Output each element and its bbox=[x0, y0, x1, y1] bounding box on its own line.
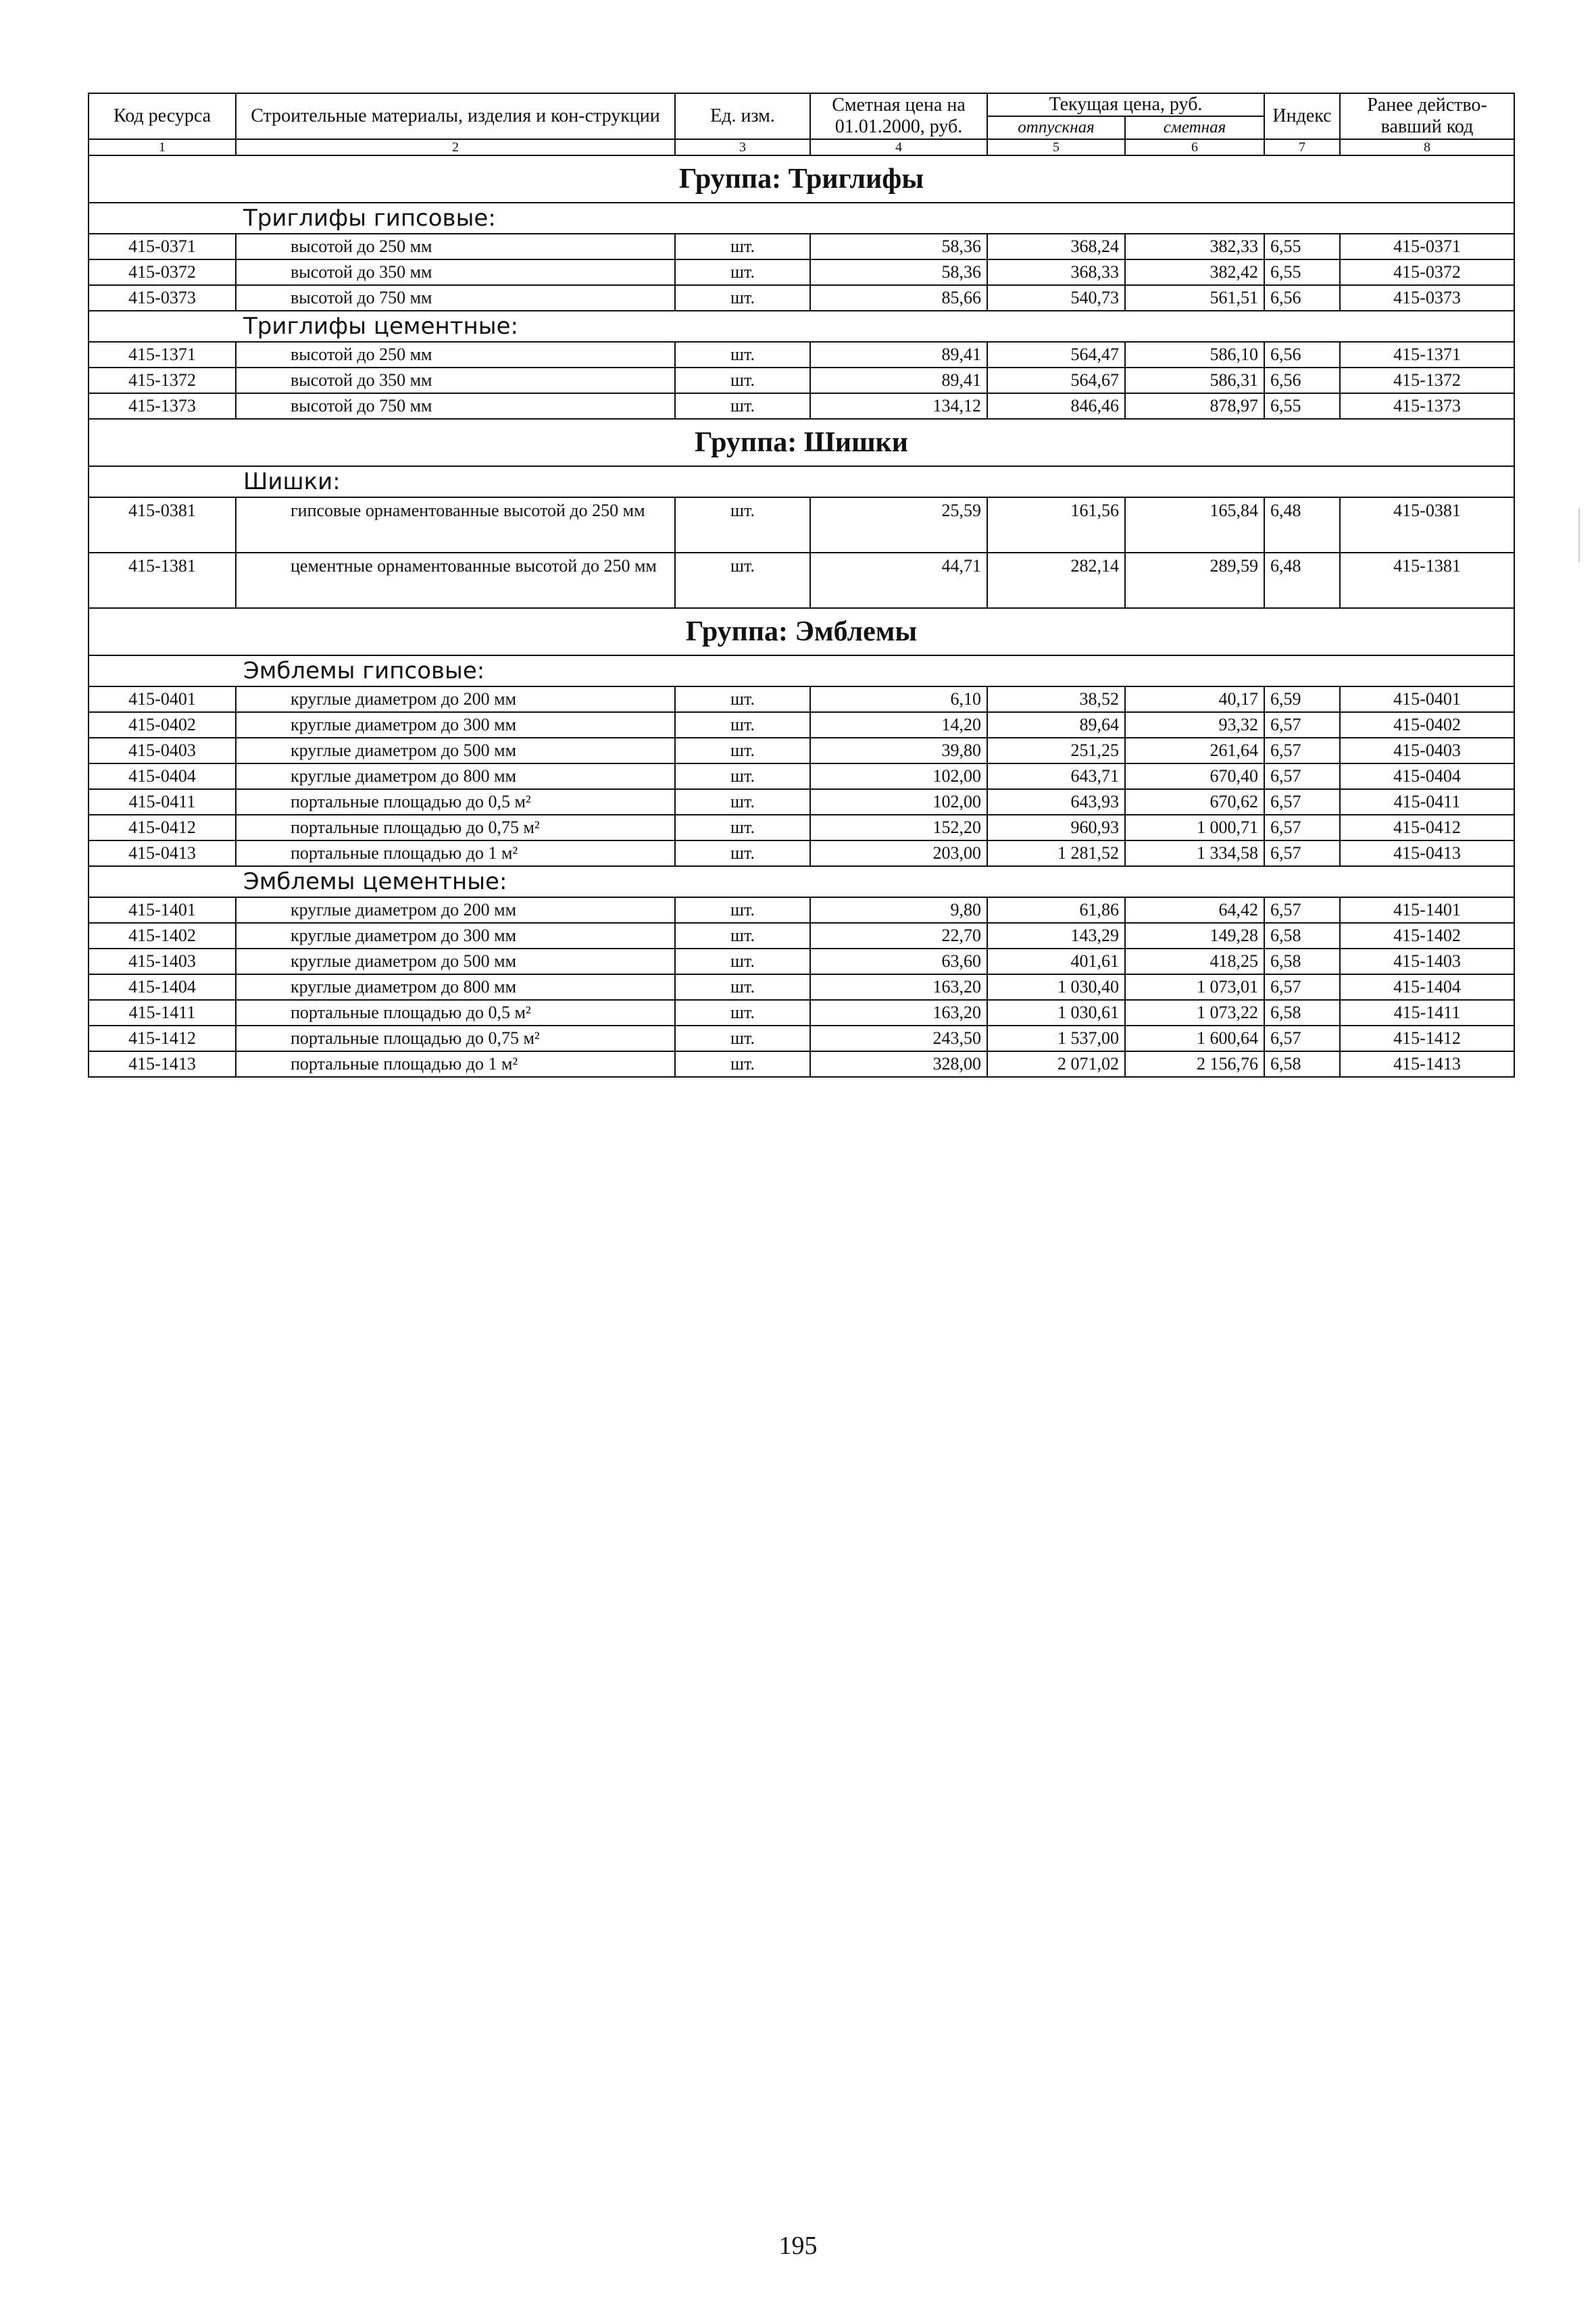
resource-code-cell: 415-1401 bbox=[89, 897, 236, 923]
release-price-cell: 143,29 bbox=[987, 923, 1125, 949]
table-row bbox=[89, 712, 1514, 738]
group-title: Группа: Эмблемы bbox=[89, 608, 1514, 655]
base-price-cell: 102,00 bbox=[810, 789, 987, 815]
table-row bbox=[89, 1051, 1514, 1077]
group-row bbox=[89, 155, 1514, 203]
unit-cell: шт. bbox=[675, 763, 810, 789]
header-code: Код ресурса bbox=[89, 93, 236, 139]
estimate-price-cell: 289,59 bbox=[1125, 553, 1264, 608]
release-price-cell: 564,67 bbox=[987, 368, 1125, 393]
resource-code-cell: 415-1411 bbox=[89, 1000, 236, 1026]
estimate-price-cell: 670,62 bbox=[1125, 789, 1264, 815]
base-price-cell: 85,66 bbox=[810, 285, 987, 311]
unit-cell: шт. bbox=[675, 393, 810, 419]
column-number: 8 bbox=[1340, 139, 1514, 155]
subgroup-row bbox=[89, 311, 1514, 342]
estimate-price-cell: 1 334,58 bbox=[1125, 840, 1264, 866]
resource-code-cell: 415-0411 bbox=[89, 789, 236, 815]
material-name-cell: круглые диаметром до 800 мм bbox=[236, 974, 675, 1000]
estimate-price-cell: 64,42 bbox=[1125, 897, 1264, 923]
index-cell: 6,55 bbox=[1264, 234, 1340, 259]
material-name-cell: круглые диаметром до 300 мм bbox=[236, 712, 675, 738]
previous-code-cell: 415-1402 bbox=[1340, 923, 1514, 949]
table-row bbox=[89, 686, 1514, 712]
resource-code-cell: 415-1404 bbox=[89, 974, 236, 1000]
column-number-row bbox=[89, 139, 1514, 155]
previous-code-cell: 415-1371 bbox=[1340, 342, 1514, 368]
index-cell: 6,58 bbox=[1264, 1000, 1340, 1026]
release-price-cell: 1 030,40 bbox=[987, 974, 1125, 1000]
resource-code-cell: 415-1403 bbox=[89, 949, 236, 974]
release-price-cell: 1 537,00 bbox=[987, 1026, 1125, 1051]
index-cell: 6,58 bbox=[1264, 1051, 1340, 1077]
unit-cell: шт. bbox=[675, 497, 810, 553]
base-price-cell: 152,20 bbox=[810, 815, 987, 840]
resource-code-cell: 415-0413 bbox=[89, 840, 236, 866]
table-row bbox=[89, 285, 1514, 311]
base-price-cell: 25,59 bbox=[810, 497, 987, 553]
release-price-cell: 540,73 bbox=[987, 285, 1125, 311]
estimate-price-cell: 261,64 bbox=[1125, 738, 1264, 763]
material-name-cell: круглые диаметром до 500 мм bbox=[236, 738, 675, 763]
base-price-cell: 163,20 bbox=[810, 1000, 987, 1026]
unit-cell: шт. bbox=[675, 686, 810, 712]
material-name-cell: портальные площадью до 0,75 м² bbox=[236, 815, 675, 840]
base-price-cell: 89,41 bbox=[810, 342, 987, 368]
previous-code-cell: 415-0402 bbox=[1340, 712, 1514, 738]
previous-code-cell: 415-0381 bbox=[1340, 497, 1514, 553]
base-price-cell: 102,00 bbox=[810, 763, 987, 789]
price-table bbox=[88, 93, 1515, 1078]
base-price-cell: 44,71 bbox=[810, 553, 987, 608]
subgroup-title: Шишки: bbox=[89, 466, 1514, 497]
index-cell: 6,57 bbox=[1264, 789, 1340, 815]
resource-code-cell: 415-0401 bbox=[89, 686, 236, 712]
subgroup-title: Эмблемы цементные: bbox=[89, 866, 1514, 897]
header-estimate: сметная bbox=[1125, 116, 1264, 139]
index-cell: 6,57 bbox=[1264, 840, 1340, 866]
resource-code-cell: 415-1371 bbox=[89, 342, 236, 368]
material-name-cell: круглые диаметром до 300 мм bbox=[236, 923, 675, 949]
resource-code-cell: 415-0403 bbox=[89, 738, 236, 763]
previous-code-cell: 415-1413 bbox=[1340, 1051, 1514, 1077]
table-row bbox=[89, 553, 1514, 608]
subgroup-title: Эмблемы гипсовые: bbox=[89, 655, 1514, 686]
table-row bbox=[89, 974, 1514, 1000]
table-row bbox=[89, 368, 1514, 393]
base-price-cell: 58,36 bbox=[810, 259, 987, 285]
scan-edge-mark bbox=[1578, 508, 1580, 562]
release-price-cell: 61,86 bbox=[987, 897, 1125, 923]
previous-code-cell: 415-0411 bbox=[1340, 789, 1514, 815]
estimate-price-cell: 1 073,01 bbox=[1125, 974, 1264, 1000]
subgroup-row bbox=[89, 866, 1514, 897]
subgroup-row bbox=[89, 466, 1514, 497]
unit-cell: шт. bbox=[675, 1051, 810, 1077]
unit-cell: шт. bbox=[675, 974, 810, 1000]
table-row bbox=[89, 923, 1514, 949]
resource-code-cell: 415-1402 bbox=[89, 923, 236, 949]
unit-cell: шт. bbox=[675, 1026, 810, 1051]
column-number: 6 bbox=[1125, 139, 1264, 155]
material-name-cell: круглые диаметром до 500 мм bbox=[236, 949, 675, 974]
index-cell: 6,48 bbox=[1264, 553, 1340, 608]
previous-code-cell: 415-0401 bbox=[1340, 686, 1514, 712]
estimate-price-cell: 93,32 bbox=[1125, 712, 1264, 738]
page-number: 195 bbox=[778, 2232, 818, 2260]
table-row bbox=[89, 897, 1514, 923]
group-row bbox=[89, 608, 1514, 655]
subgroup-title: Триглифы цементные: bbox=[89, 311, 1514, 342]
column-number: 1 bbox=[89, 139, 236, 155]
release-price-cell: 2 071,02 bbox=[987, 1051, 1125, 1077]
material-name-cell: круглые диаметром до 800 мм bbox=[236, 763, 675, 789]
table-row bbox=[89, 497, 1514, 553]
base-price-cell: 134,12 bbox=[810, 393, 987, 419]
table-row bbox=[89, 1000, 1514, 1026]
estimate-price-cell: 878,97 bbox=[1125, 393, 1264, 419]
previous-code-cell: 415-1372 bbox=[1340, 368, 1514, 393]
table-row bbox=[89, 815, 1514, 840]
index-cell: 6,56 bbox=[1264, 285, 1340, 311]
release-price-cell: 38,52 bbox=[987, 686, 1125, 712]
release-price-cell: 251,25 bbox=[987, 738, 1125, 763]
material-name-cell: высотой до 250 мм bbox=[236, 234, 675, 259]
index-cell: 6,56 bbox=[1264, 368, 1340, 393]
unit-cell: шт. bbox=[675, 285, 810, 311]
material-name-cell: портальные площадью до 1 м² bbox=[236, 840, 675, 866]
resource-code-cell: 415-1373 bbox=[89, 393, 236, 419]
base-price-cell: 243,50 bbox=[810, 1026, 987, 1051]
header-unit: Ед. изм. bbox=[675, 93, 810, 139]
previous-code-cell: 415-1401 bbox=[1340, 897, 1514, 923]
material-name-cell: высотой до 750 мм bbox=[236, 393, 675, 419]
subgroup-row bbox=[89, 655, 1514, 686]
base-price-cell: 63,60 bbox=[810, 949, 987, 974]
base-price-cell: 9,80 bbox=[810, 897, 987, 923]
header-estimate-price: Сметная цена на 01.01.2000, руб. bbox=[810, 93, 987, 139]
index-cell: 6,57 bbox=[1264, 974, 1340, 1000]
group-row bbox=[89, 419, 1514, 466]
material-name-cell: цементные орнаментованные высотой до 250 мм bbox=[236, 553, 675, 608]
header-index: Индекс bbox=[1264, 93, 1340, 139]
unit-cell: шт. bbox=[675, 923, 810, 949]
group-title: Группа: Шишки bbox=[89, 419, 1514, 466]
header-materials: Строительные материалы, изделия и кон-струкции bbox=[236, 93, 675, 139]
resource-code-cell: 415-0412 bbox=[89, 815, 236, 840]
table-row bbox=[89, 738, 1514, 763]
group-title: Группа: Триглифы bbox=[89, 155, 1514, 203]
index-cell: 6,56 bbox=[1264, 342, 1340, 368]
estimate-price-cell: 149,28 bbox=[1125, 923, 1264, 949]
unit-cell: шт. bbox=[675, 949, 810, 974]
release-price-cell: 846,46 bbox=[987, 393, 1125, 419]
column-number: 2 bbox=[236, 139, 675, 155]
index-cell: 6,59 bbox=[1264, 686, 1340, 712]
unit-cell: шт. bbox=[675, 815, 810, 840]
index-cell: 6,55 bbox=[1264, 259, 1340, 285]
material-name-cell: круглые диаметром до 200 мм bbox=[236, 897, 675, 923]
index-cell: 6,57 bbox=[1264, 763, 1340, 789]
material-name-cell: высотой до 250 мм bbox=[236, 342, 675, 368]
unit-cell: шт. bbox=[675, 553, 810, 608]
unit-cell: шт. bbox=[675, 342, 810, 368]
previous-code-cell: 415-1381 bbox=[1340, 553, 1514, 608]
table-row bbox=[89, 234, 1514, 259]
estimate-price-cell: 382,33 bbox=[1125, 234, 1264, 259]
base-price-cell: 39,80 bbox=[810, 738, 987, 763]
release-price-cell: 89,64 bbox=[987, 712, 1125, 738]
base-price-cell: 14,20 bbox=[810, 712, 987, 738]
estimate-price-cell: 382,42 bbox=[1125, 259, 1264, 285]
estimate-price-cell: 165,84 bbox=[1125, 497, 1264, 553]
estimate-price-cell: 40,17 bbox=[1125, 686, 1264, 712]
table-row bbox=[89, 949, 1514, 974]
base-price-cell: 89,41 bbox=[810, 368, 987, 393]
estimate-price-cell: 586,31 bbox=[1125, 368, 1264, 393]
previous-code-cell: 415-1411 bbox=[1340, 1000, 1514, 1026]
estimate-price-cell: 418,25 bbox=[1125, 949, 1264, 974]
index-cell: 6,48 bbox=[1264, 497, 1340, 553]
header-row bbox=[89, 93, 1514, 116]
release-price-cell: 1 030,61 bbox=[987, 1000, 1125, 1026]
previous-code-cell: 415-0412 bbox=[1340, 815, 1514, 840]
column-number: 7 bbox=[1264, 139, 1340, 155]
previous-code-cell: 415-1373 bbox=[1340, 393, 1514, 419]
previous-code-cell: 415-0371 bbox=[1340, 234, 1514, 259]
unit-cell: шт. bbox=[675, 789, 810, 815]
base-price-cell: 6,10 bbox=[810, 686, 987, 712]
table-row bbox=[89, 259, 1514, 285]
previous-code-cell: 415-1412 bbox=[1340, 1026, 1514, 1051]
estimate-price-cell: 2 156,76 bbox=[1125, 1051, 1264, 1077]
release-price-cell: 368,33 bbox=[987, 259, 1125, 285]
resource-code-cell: 415-0381 bbox=[89, 497, 236, 553]
unit-cell: шт. bbox=[675, 234, 810, 259]
estimate-price-cell: 586,10 bbox=[1125, 342, 1264, 368]
unit-cell: шт. bbox=[675, 259, 810, 285]
release-price-cell: 643,71 bbox=[987, 763, 1125, 789]
unit-cell: шт. bbox=[675, 897, 810, 923]
estimate-price-cell: 1 600,64 bbox=[1125, 1026, 1264, 1051]
resource-code-cell: 415-0402 bbox=[89, 712, 236, 738]
resource-code-cell: 415-0372 bbox=[89, 259, 236, 285]
material-name-cell: высотой до 350 мм bbox=[236, 368, 675, 393]
previous-code-cell: 415-0403 bbox=[1340, 738, 1514, 763]
release-price-cell: 643,93 bbox=[987, 789, 1125, 815]
release-price-cell: 282,14 bbox=[987, 553, 1125, 608]
table-row bbox=[89, 763, 1514, 789]
material-name-cell: портальные площадью до 0,5 м² bbox=[236, 789, 675, 815]
subgroup-row bbox=[89, 203, 1514, 234]
index-cell: 6,57 bbox=[1264, 815, 1340, 840]
estimate-price-cell: 561,51 bbox=[1125, 285, 1264, 311]
material-name-cell: круглые диаметром до 200 мм bbox=[236, 686, 675, 712]
material-name-cell: портальные площадью до 0,75 м² bbox=[236, 1026, 675, 1051]
table-row bbox=[89, 840, 1514, 866]
release-price-cell: 401,61 bbox=[987, 949, 1125, 974]
material-name-cell: гипсовые орнаментованные высотой до 250 мм bbox=[236, 497, 675, 553]
table-row bbox=[89, 789, 1514, 815]
base-price-cell: 328,00 bbox=[810, 1051, 987, 1077]
material-name-cell: высотой до 350 мм bbox=[236, 259, 675, 285]
estimate-price-cell: 670,40 bbox=[1125, 763, 1264, 789]
table-row bbox=[89, 1026, 1514, 1051]
index-cell: 6,58 bbox=[1264, 923, 1340, 949]
column-number: 5 bbox=[987, 139, 1125, 155]
previous-code-cell: 415-1404 bbox=[1340, 974, 1514, 1000]
table-row bbox=[89, 342, 1514, 368]
unit-cell: шт. bbox=[675, 738, 810, 763]
previous-code-cell: 415-0413 bbox=[1340, 840, 1514, 866]
unit-cell: шт. bbox=[675, 368, 810, 393]
release-price-cell: 368,24 bbox=[987, 234, 1125, 259]
index-cell: 6,57 bbox=[1264, 738, 1340, 763]
column-number: 3 bbox=[675, 139, 810, 155]
resource-code-cell: 415-1381 bbox=[89, 553, 236, 608]
base-price-cell: 203,00 bbox=[810, 840, 987, 866]
resource-code-cell: 415-1372 bbox=[89, 368, 236, 393]
release-price-cell: 564,47 bbox=[987, 342, 1125, 368]
table-body bbox=[89, 155, 1514, 1077]
material-name-cell: портальные площадью до 1 м² bbox=[236, 1051, 675, 1077]
index-cell: 6,57 bbox=[1264, 712, 1340, 738]
resource-code-cell: 415-1412 bbox=[89, 1026, 236, 1051]
unit-cell: шт. bbox=[675, 840, 810, 866]
header-prev-code: Ранее действо-вавший код bbox=[1340, 93, 1514, 139]
column-number: 4 bbox=[810, 139, 987, 155]
header-current-price: Текущая цена, руб. bbox=[987, 93, 1264, 116]
unit-cell: шт. bbox=[675, 712, 810, 738]
estimate-price-cell: 1 000,71 bbox=[1125, 815, 1264, 840]
estimate-price-cell: 1 073,22 bbox=[1125, 1000, 1264, 1026]
unit-cell: шт. bbox=[675, 1000, 810, 1026]
index-cell: 6,58 bbox=[1264, 949, 1340, 974]
resource-code-cell: 415-0404 bbox=[89, 763, 236, 789]
table-row bbox=[89, 393, 1514, 419]
previous-code-cell: 415-0404 bbox=[1340, 763, 1514, 789]
resource-code-cell: 415-0371 bbox=[89, 234, 236, 259]
previous-code-cell: 415-0373 bbox=[1340, 285, 1514, 311]
subgroup-title: Триглифы гипсовые: bbox=[89, 203, 1514, 234]
release-price-cell: 161,56 bbox=[987, 497, 1125, 553]
header-release: отпускная bbox=[987, 116, 1125, 139]
base-price-cell: 163,20 bbox=[810, 974, 987, 1000]
material-name-cell: высотой до 750 мм bbox=[236, 285, 675, 311]
previous-code-cell: 415-0372 bbox=[1340, 259, 1514, 285]
previous-code-cell: 415-1403 bbox=[1340, 949, 1514, 974]
resource-code-cell: 415-1413 bbox=[89, 1051, 236, 1077]
base-price-cell: 22,70 bbox=[810, 923, 987, 949]
base-price-cell: 58,36 bbox=[810, 234, 987, 259]
resource-code-cell: 415-0373 bbox=[89, 285, 236, 311]
material-name-cell: портальные площадью до 0,5 м² bbox=[236, 1000, 675, 1026]
index-cell: 6,57 bbox=[1264, 1026, 1340, 1051]
release-price-cell: 1 281,52 bbox=[987, 840, 1125, 866]
release-price-cell: 960,93 bbox=[987, 815, 1125, 840]
index-cell: 6,57 bbox=[1264, 897, 1340, 923]
index-cell: 6,55 bbox=[1264, 393, 1340, 419]
